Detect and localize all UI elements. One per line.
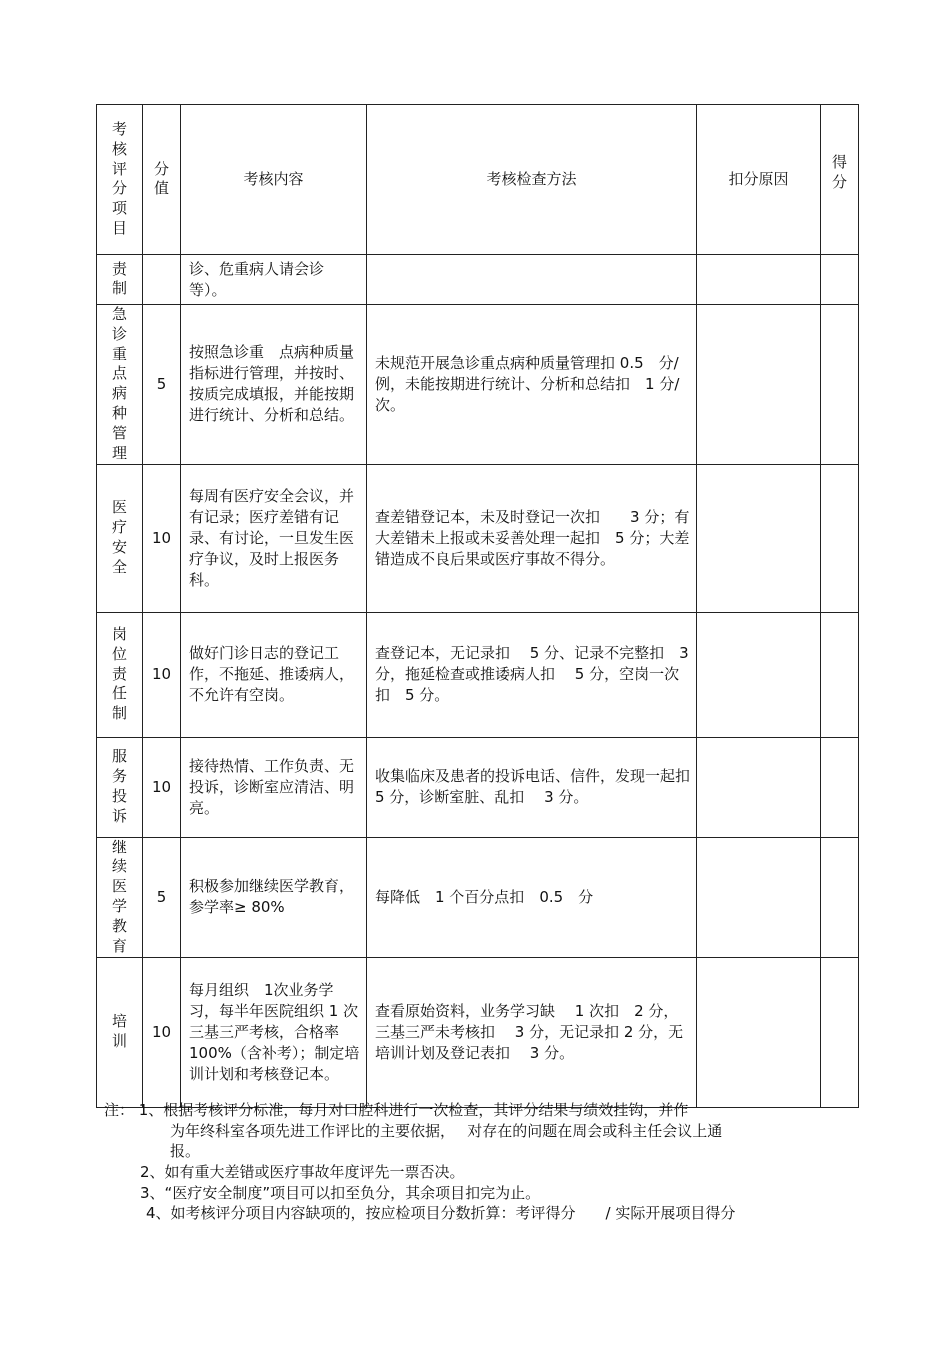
- table-row: [97, 255, 859, 305]
- row-points: [821, 255, 859, 305]
- row-method: 每降低 1 个百分点扣 0.5 分: [367, 837, 697, 957]
- row-category: 继续医学教育: [111, 837, 127, 955]
- table-row: [97, 305, 859, 465]
- row-deduction-reason: [697, 305, 821, 465]
- table-row: [97, 837, 859, 957]
- row-method: 查登记本，无记录扣 5 分、记录不完整扣 3 分，拖延检查或推诿病人扣 5 分，空岗一次扣 5 分。: [367, 612, 697, 737]
- header-category: 考核评分项目: [97, 105, 143, 255]
- row-method: 查看原始资料，业务学习缺 1 次扣 2 分，三基三严未考核扣 3 分，无记录扣 2 分，无培训计划及登记表扣 3 分。: [367, 957, 697, 1107]
- row-content: 按照急诊重 点病种质量指标进行管理，并按时、按质完成填报，并能按期进行统计、分析和总结。: [181, 305, 367, 465]
- row-content: 诊、危重病人请会诊等）。: [181, 255, 367, 305]
- row-deduction-reason: [697, 255, 821, 305]
- row-deduction-reason: [697, 612, 821, 737]
- row-category: 急诊重点病种管理: [111, 305, 127, 462]
- row-points: [821, 305, 859, 465]
- header-deduction-reason: 扣分原因: [697, 105, 821, 255]
- row-deduction-reason: [697, 737, 821, 837]
- note-1-line-2: 为年终科室各项先进工作评比的主要依据， 对存在的问题在周会或科主任会议上通: [170, 1121, 723, 1140]
- row-method: 未规范开展急诊重点病种质量管理扣 0.5 分/ 例，未能按期进行统计、分析和总结扣 1 分/ 次。: [367, 305, 697, 465]
- header-points: 得分: [821, 105, 859, 255]
- note-1-line-1: 注： 1、根据考核评分标准，每月对口腔科进行一次检查，其评分结果与绩效挂钩，并作: [104, 1101, 689, 1119]
- note-4: 4、如考核评分项目内容缺项的，按应检项目分数折算：考评得分 / 实际开展项目得分: [146, 1204, 736, 1223]
- row-content: 积极参加继续医学教育，参学率≥ 80%: [181, 837, 367, 957]
- assessment-table: [96, 104, 859, 1108]
- row-score: 5: [143, 305, 181, 465]
- row-content: 接待热情、工作负责、无投诉，诊断室应清洁、明亮。: [181, 737, 367, 837]
- row-content: 每周有医疗安全会议，并有记录；医疗差错有记录、有讨论，一旦发生医疗争议，及时上报医务科。: [181, 464, 367, 612]
- row-score: 10: [143, 464, 181, 612]
- row-content: 做好门诊日志的登记工作，不拖延、推诿病人，不允许有空岗。: [181, 612, 367, 737]
- row-score: 10: [143, 612, 181, 737]
- notes-section: [104, 1100, 864, 1224]
- row-deduction-reason: [697, 957, 821, 1107]
- header-method: 考核检查方法: [367, 105, 697, 255]
- row-deduction-reason: [697, 837, 821, 957]
- row-points: [821, 464, 859, 612]
- row-deduction-reason: [697, 464, 821, 612]
- note-2: 2、如有重大差错或医疗事故年度评先一票否决。: [140, 1163, 465, 1182]
- row-points: [821, 837, 859, 957]
- row-category: 服务投诉: [111, 747, 127, 825]
- row-category: 医疗安全: [111, 498, 127, 576]
- row-category: 岗位责任制: [111, 624, 127, 723]
- row-category: 培训: [111, 1012, 127, 1050]
- table-row: [97, 612, 859, 737]
- table-row: [97, 737, 859, 837]
- note-1-line-3: 报。: [170, 1142, 201, 1161]
- note-3: 3、“医疗安全制度”项目可以扣至负分，其余项目扣完为止。: [140, 1183, 541, 1202]
- header-score: 分值: [143, 105, 181, 255]
- row-method: 收集临床及患者的投诉电话、信件，发现一起扣 5 分，诊断室脏、乱扣 3 分。: [367, 737, 697, 837]
- row-content: 每月组织 1次业务学习，每半年医院组织 1 次三基三严考核，合格率 100%（含补考）；制定培训计划和考核登记本。: [181, 957, 367, 1107]
- row-score: 10: [143, 957, 181, 1107]
- table-header-row: [97, 105, 859, 255]
- row-points: [821, 957, 859, 1107]
- row-score: [143, 255, 181, 305]
- header-content: 考核内容: [181, 105, 367, 255]
- row-category: 责制: [111, 259, 127, 298]
- row-score: 5: [143, 837, 181, 957]
- table-row: [97, 957, 859, 1107]
- row-score: 10: [143, 737, 181, 837]
- table-row: [97, 464, 859, 612]
- row-points: [821, 737, 859, 837]
- row-method: [367, 255, 697, 305]
- row-points: [821, 612, 859, 737]
- row-method: 查差错登记本，未及时登记一次扣 3 分；有大差错未上报或未妥善处理一起扣 5 分；大差错造成不良后果或医疗事故不得分。: [367, 464, 697, 612]
